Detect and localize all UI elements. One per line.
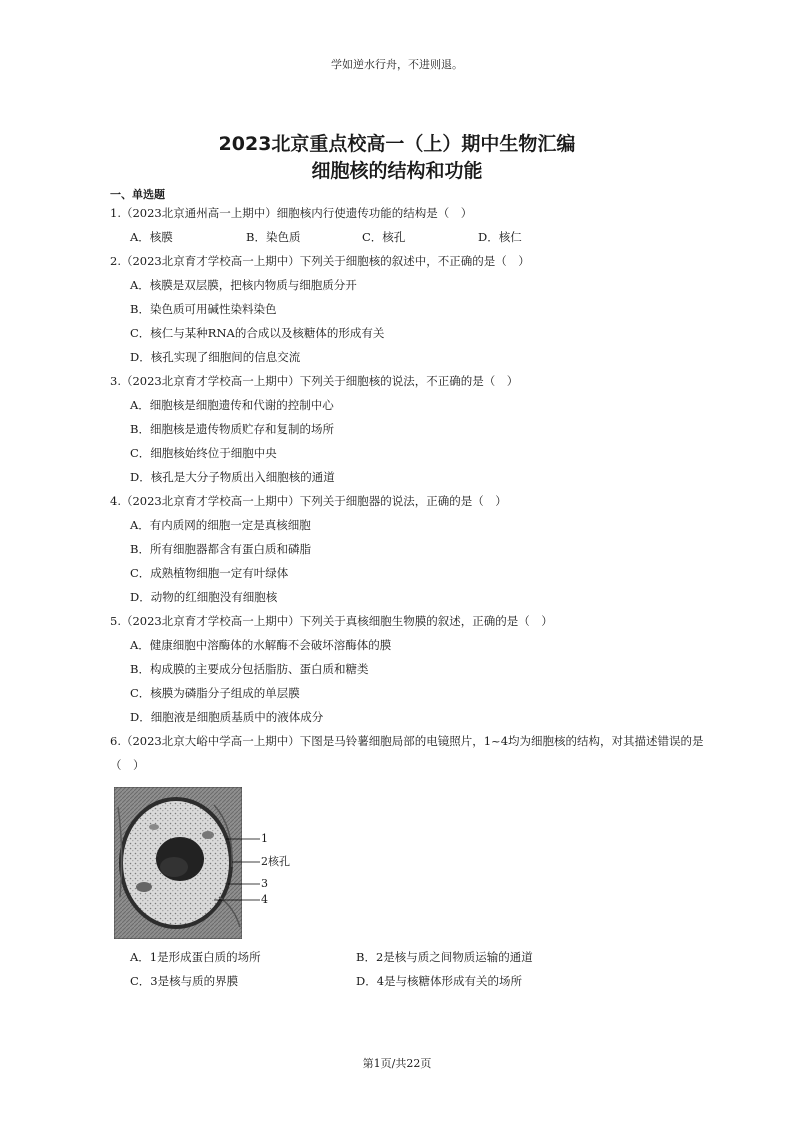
option-a: A．有内质网的细胞一定是真核细胞 xyxy=(130,518,311,532)
question-4 xyxy=(110,489,710,609)
cell-nucleus-figure xyxy=(114,787,414,939)
option-d: D．核孔是大分子物质出入细胞核的通道 xyxy=(130,470,335,484)
option-c: C．核孔 xyxy=(362,230,406,244)
option-a: A．核膜是双层膜，把核内物质与细胞质分开 xyxy=(130,278,357,292)
option-b: B．2是核与质之间物质运输的通道 xyxy=(356,950,533,964)
question-stem: 1.（2023北京通州高一上期中）细胞核内行使遗传功能的结构是（ ） xyxy=(110,206,473,220)
page-header-motto: 学如逆水行舟，不进则退。 xyxy=(331,58,463,71)
option-a: A．细胞核是细胞遗传和代谢的控制中心 xyxy=(130,398,334,412)
option-d: D．细胞液是细胞质基质中的液体成分 xyxy=(130,710,324,724)
question-stem: 4.（2023北京育才学校高一上期中）下列关于细胞器的说法，正确的是（ ） xyxy=(110,494,507,508)
option-c: C．3是核与质的界膜 xyxy=(130,974,239,988)
option-row xyxy=(110,225,710,249)
option-d: D．核仁 xyxy=(478,230,522,244)
figure-leader-lines xyxy=(114,787,264,939)
document-title xyxy=(0,131,794,185)
option-b: B．染色质 xyxy=(246,230,301,244)
question-5 xyxy=(110,609,710,729)
option-b: B．细胞核是遗传物质贮存和复制的场所 xyxy=(130,422,334,436)
option-b: B．构成膜的主要成分包括脂肪、蛋白质和糖类 xyxy=(130,662,369,676)
option-c: C．细胞核始终位于细胞中央 xyxy=(130,446,277,460)
figure-label-2: 2核孔 xyxy=(261,855,290,868)
question-stem: 3.（2023北京育才学校高一上期中）下列关于细胞核的说法，不正确的是（ ） xyxy=(110,374,519,388)
option-d: D．核孔实现了细胞间的信息交流 xyxy=(130,350,301,364)
question-3 xyxy=(110,369,710,489)
option-c: C．核仁与某种RNA的合成以及核糖体的形成有关 xyxy=(130,326,385,340)
figure-label-3: 3 xyxy=(261,877,268,890)
option-row xyxy=(110,969,710,993)
option-d: D．动物的红细胞没有细胞核 xyxy=(130,590,278,604)
figure-label-4: 4 xyxy=(261,893,268,906)
question-stem: 6.（2023北京大峪中学高一上期中）下图是马铃薯细胞局部的电镜照片，1~4均为细胞核的结构，对其描述错误的是（ ） xyxy=(110,734,704,772)
title-line-2: 细胞核的结构和功能 xyxy=(311,160,483,182)
title-line-1: 2023北京重点校高一（上）期中生物汇编 xyxy=(218,133,576,155)
option-a: A．健康细胞中溶酶体的水解酶不会破坏溶酶体的膜 xyxy=(130,638,392,652)
question-list xyxy=(110,201,710,993)
question-stem: 5.（2023北京育才学校高一上期中）下列关于真核细胞生物膜的叙述，正确的是（ ） xyxy=(110,614,553,628)
question-stem: 2.（2023北京育才学校高一上期中）下列关于细胞核的叙述中，不正确的是（ ） xyxy=(110,254,530,268)
option-a: A．核膜 xyxy=(130,230,173,244)
option-c: C．成熟植物细胞一定有叶绿体 xyxy=(130,566,289,580)
page-footer-number: 第1页/共22页 xyxy=(362,1057,432,1070)
section-heading: 一、单选题 xyxy=(110,188,165,201)
option-c: C．核膜为磷脂分子组成的单层膜 xyxy=(130,686,300,700)
option-b: B．所有细胞器都含有蛋白质和磷脂 xyxy=(130,542,311,556)
option-row xyxy=(110,945,710,969)
question-1 xyxy=(110,201,710,249)
question-2 xyxy=(110,249,710,369)
option-a: A．1是形成蛋白质的场所 xyxy=(130,950,261,964)
option-b: B．染色质可用碱性染料染色 xyxy=(130,302,277,316)
option-d: D．4是与核糖体形成有关的场所 xyxy=(356,974,523,988)
question-6 xyxy=(110,729,710,993)
figure-label-1: 1 xyxy=(261,832,268,845)
